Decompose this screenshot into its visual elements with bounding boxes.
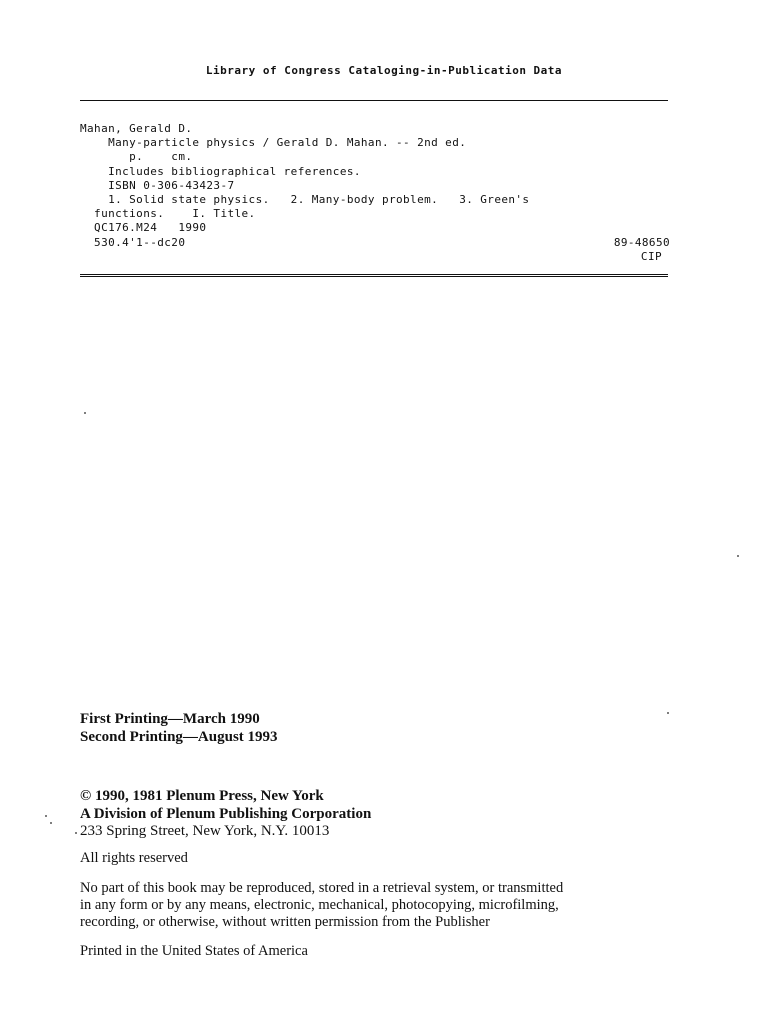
cip-pagination: p. cm. xyxy=(80,150,193,164)
reproduction-notice xyxy=(80,880,730,931)
scan-speck xyxy=(84,412,86,414)
scan-speck xyxy=(737,555,739,557)
cip-record xyxy=(80,122,670,264)
cip-classification-row xyxy=(80,236,670,250)
publisher-info xyxy=(80,788,371,841)
cip-subjects-cont: functions. I. Title. xyxy=(80,207,256,221)
address-line: 233 Spring Street, New York, N.Y. 10013 xyxy=(80,823,330,839)
copyright-line: © 1990, 1981 Plenum Press, New York xyxy=(80,788,324,804)
cip-subjects: 1. Solid state physics. 2. Many-body problem. 3. Green's xyxy=(80,192,530,206)
scan-speck xyxy=(50,822,52,824)
top-rule xyxy=(80,100,668,101)
cip-heading: Library of Congress Cataloging-in-Publication Data xyxy=(205,64,563,77)
printing-history xyxy=(80,710,278,746)
printed-in: Printed in the United States of America xyxy=(80,943,308,959)
division-line: A Division of Plenum Publishing Corporation xyxy=(80,805,372,822)
cip-call-number: QC176.M24 1990 xyxy=(80,221,207,235)
cip-dewey: 530.4'1--dc20 xyxy=(80,235,186,249)
bottom-rule-double xyxy=(80,276,668,277)
second-printing: Second Printing—August 1993 xyxy=(80,729,278,745)
cip-author: Mahan, Gerald D. xyxy=(80,122,193,135)
cip-isbn: ISBN 0-306-43423-7 xyxy=(80,178,235,192)
scan-speck xyxy=(75,832,77,834)
notice-line-2: in any form or by any means, electronic, mechanical, photocopying, microfilming, xyxy=(80,897,559,913)
cip-title: Many-particle physics / Gerald D. Mahan. -- 2nd ed. xyxy=(80,136,467,150)
bottom-rule xyxy=(80,274,668,275)
cip-mark: CIP xyxy=(640,249,662,263)
cip-lccn: 89-48650 xyxy=(613,235,670,249)
notice-line-3: recording, or otherwise, without written permission from the Publisher xyxy=(80,914,490,930)
first-printing: First Printing—March 1990 xyxy=(80,711,260,727)
rights-reserved: All rights reserved xyxy=(80,850,188,866)
cip-note: Includes bibliographical references. xyxy=(80,164,361,178)
notice-line-1: No part of this book may be reproduced, stored in a retrieval system, or transmitted xyxy=(80,880,564,896)
scan-speck xyxy=(667,712,669,714)
scan-speck xyxy=(45,815,47,817)
